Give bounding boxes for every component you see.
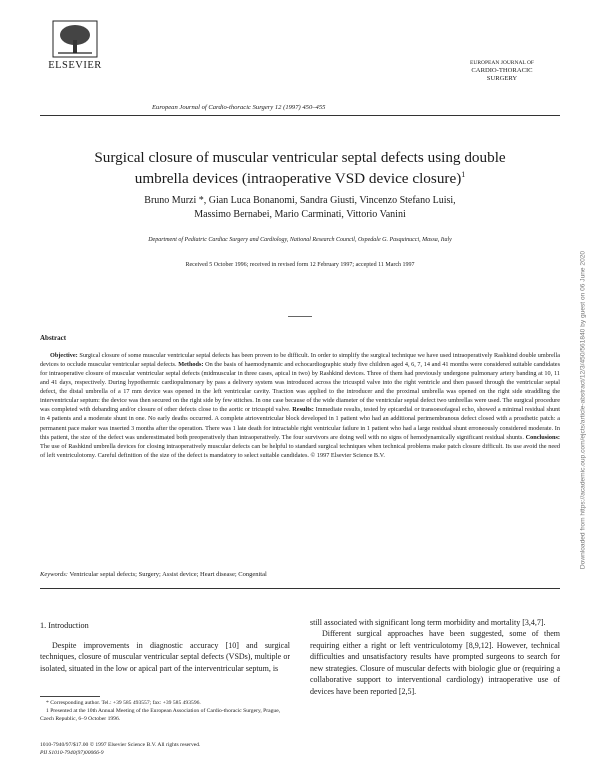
section-separator: [288, 316, 312, 317]
abstract-body: [40, 351, 560, 460]
header-rule: [40, 115, 560, 116]
footnotes: [40, 699, 290, 723]
objective-label: Objective:: [50, 352, 78, 359]
authors-line-1: Bruno Murzi *, Gian Luca Bonanomi, Sandra Giusti, Vincenzo Stefano Luisi,: [144, 195, 456, 206]
article-title: [40, 148, 560, 189]
pii-line: PII S1010-7940(97)00066-9: [40, 750, 104, 757]
title-line-1: Surgical closure of muscular ventricular septal defects using double: [94, 149, 506, 166]
publisher-name: ELSEVIER: [48, 60, 102, 71]
abstract-heading: Abstract: [40, 334, 67, 342]
objective-text: Surgical closure of some muscular ventricular septal defects has been proven to be difficult. In order to simplify the surgical technique we have used intraoperatively Rashkind double umbrella devices to occlude muscular ventricular septal defects.: [40, 352, 560, 369]
keywords: [40, 571, 560, 578]
conclusions-label: Conclusions:: [525, 433, 560, 441]
title-footnote-mark: 1: [461, 169, 466, 179]
keywords-value: Ventricular septal defects; Surgery; Assist device; Heart disease; Congenital: [69, 571, 267, 578]
keywords-label: Keywords:: [40, 571, 68, 578]
elsevier-logo: [52, 20, 98, 58]
footnote-corresponding: * Corresponding author. Tel.: +39 585 493557; fax: +39 585 493596.: [46, 700, 201, 706]
journal-masthead: [452, 60, 552, 83]
intro-right-paragraph-2: Different surgical approaches have been suggested, some of them requiring either a right or left ventriculotomy [8,9,12]. However, technical difficulties and unsatisfactory results have prompted surgeons to search for new strategies. Closure of muscular defects with biologic glue or (requiring a collaborative support to interventional cardiology) intraoperative use of devices have been reported [2,5].: [310, 629, 560, 696]
intro-left-paragraph: Despite improvements in diagnostic accuracy [10] and surgical techniques, closure of muscular ventricular septal defects (VSDs), multiple or isolated, situated in the low or apical part of the interventricular septum, is: [40, 641, 290, 673]
affiliation: Department of Pediatric Cardiac Surgery and Cardiology, National Research Council, Ospedale G. Pasquinucci, Massa, Italy: [148, 237, 452, 243]
intro-right-column: [310, 617, 560, 697]
copyright-line: 1010-7940/97/$17.00 © 1997 Elsevier Science B.V. All rights reserved.: [40, 742, 201, 748]
received-dates: Received 5 October 1996; received in revised form 12 February 1997; accepted 11 March 1997: [185, 262, 415, 268]
abstract-paragraph: [40, 351, 560, 460]
intro-left-column: [40, 640, 290, 674]
intro-heading: 1. Introduction: [40, 621, 89, 630]
copyright-block: [40, 741, 290, 757]
journal-masthead-line2: SURGERY: [486, 75, 518, 83]
authors-line-2: Massimo Bernabei, Mario Carminati, Vittorio Vanini: [194, 209, 406, 221]
conclusions-text: The use of Rashkind umbrella devices for closing intraoperatively muscular defects can be helpful to standard surgical techniques when technical problems make patch closure difficult. Its use avoid the need of left ventriculotomy. Careful definition of the size of the defect is mandatory to select suitable candidates. © 1997 Elsevier Science B.V.: [40, 442, 560, 459]
author-list: [60, 194, 540, 222]
download-watermark: [578, 200, 588, 620]
results-text: Immediate results, tested by epicardial or transoesofageal echo, showed a minimal residual shunt in 4 patients and a moderate shunt in one. No early deaths occurred. A complete atrioventricular block developed in 1 patient who had an additional perimembranous defect closed with a prosthetic patch: a permanent pace maker was inserted 3 months after the operation. There was 1 late death for intractable right ventricular failure in 1 patient who had a large residual shunt erroneously considered moderate. In this patient, the size of the defect was underestimated both preoperatively than intraoperatively. The four survivors are doing well with no signs of hemodynamically significant residual shunts.: [40, 406, 561, 441]
footnote-rule: [40, 696, 100, 697]
journal-masthead-line1: CARDIO-THORACIC: [471, 66, 533, 74]
download-note: Downloaded from https://academic.oup.com/ejcts/article-abstract/12/3/450/561840 by guest on 06 June 2020: [579, 250, 587, 570]
journal-citation: European Journal of Cardio-thoracic Surgery 12 (1997) 450–455: [152, 104, 326, 111]
title-line-2: umbrella devices (intraoperative VSD device closure): [134, 169, 462, 187]
intro-right-paragraph-1: still associated with significant long term morbidity and mortality [3,4,7].: [310, 618, 546, 627]
methods-label: Methods:: [178, 361, 204, 369]
methods-text: On the basis of haemodynamic and echocardiographic study five children aged 4, 6, 7, 14 and 41 months were considered suitable candidates for intraoperative closure of muscular ventricular septal defects (midmuscular in three cases, apical in two) by Rashkind devices. Three of them had previously undergone pulmonary artery banding at 10, 11 and 41 days, respectively. During hypothermic cardiopulmonary by pass a delivery system was introduced across the tricuspid valve into the right ventricle and then passed through the ventricular septal defect, the distal umbrella of a 17 mm device was opened in the left ventricular cavity. Traction was applied to the introducer and the proximal umbrella was opened on the right side straddling the interventricular septum: the device was then secured on the right side by few stitches. In one case because of the wide diameter of the ventricular septal defect two umbrellas were used. The surgical procedure was completed with debanding and/or closure of other defects close to the aortic or tricuspid valve.: [40, 361, 561, 414]
results-label: Results:: [292, 406, 314, 414]
journal-masthead-small: EUROPEAN JOURNAL OF: [470, 60, 534, 66]
abstract-rule: [40, 588, 560, 589]
footnote-presented: 1 Presented at the 10th Annual Meeting of the European Association of Cardio-thoracic Surgery, Prague, Czech Republic, 6–9 October 1996.: [40, 708, 281, 723]
